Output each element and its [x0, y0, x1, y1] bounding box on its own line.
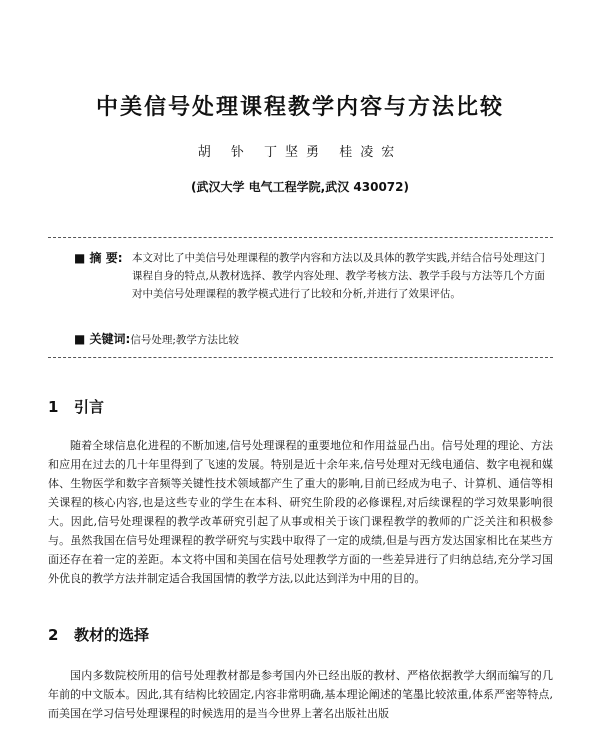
keywords-text: 信号处理;教学方法比较 [130, 334, 239, 346]
paper-title: 中美信号处理课程教学内容与方法比较 [95, 95, 504, 120]
section-title: 引言 [74, 398, 105, 416]
affiliation: (武汉大学 电气工程学院,武汉 430072) [191, 180, 409, 194]
keywords-label: ■ 关键词: [74, 332, 131, 346]
bottom-divider [48, 357, 553, 358]
section-number: 1 [48, 398, 59, 416]
section-number: 2 [48, 626, 59, 644]
abstract-text: 本文对比了中美信号处理课程的教学内容和方法以及具体的教学实践,并结合信号处理这门课程自身的特点,从教材选择、教学内容处理、教学考核方法、教学手段与方法等几个方面对中美信号处理课程的教学模式进行了比较和分析,并进行了效果评估。 [132, 252, 545, 300]
section-heading [48, 624, 149, 645]
keywords-block [74, 331, 239, 348]
section-body: 随着全球信息化进程的不断加速,信号处理课程的重要地位和作用益显凸出。信号处理的理论、方法和应用在过去的几十年里得到了飞速的发展。特别是近十余年来,信号处理对无线电通信、数字电视和媒体、生物医学和数字音频等关键性技术领域都产生了重大的影响,目前已经成为电子、计算机、通信等相关课程的核心内容,也是这些专业的学生在本科、研究生阶段的必修课程,对后续课程的学习效果影响很大。因此,信号处理课程的教学改革研究引起了从事或相关于该门课程教学的教师的广泛关注和积极参与。虽然我国在信号处理课程的教学研究与实践中取得了一定的成绩,但是与西方发达国家相比在某些方面还存在着一定的差距。本文将中国和美国在信号处理教学方面的一些差异进行了归纳总结,充分学习国外优良的教学方法并制定适合我国国情的教学方法,以此达到洋为中用的目的。 [48, 439, 553, 585]
top-divider [48, 237, 553, 238]
section-title: 教材的选择 [74, 626, 150, 644]
author-list: 胡 钋 丁坚勇 桂凌宏 [197, 145, 403, 160]
section-heading [48, 396, 104, 417]
section-body: 国内多数院校所用的信号处理教材都是参考国内外已经出版的教材、严格依据教学大纲而编写的几年前的中文版本。因此,其有结构比较固定,内容非常明确,基本理论阐述的笔墨比较浓重,体系严密等特点,而美国在学习信号处理课程的时候选用的是当今世界上著名出版社出版 [48, 669, 553, 720]
abstract-label: ■ 摘 要: [74, 251, 123, 265]
